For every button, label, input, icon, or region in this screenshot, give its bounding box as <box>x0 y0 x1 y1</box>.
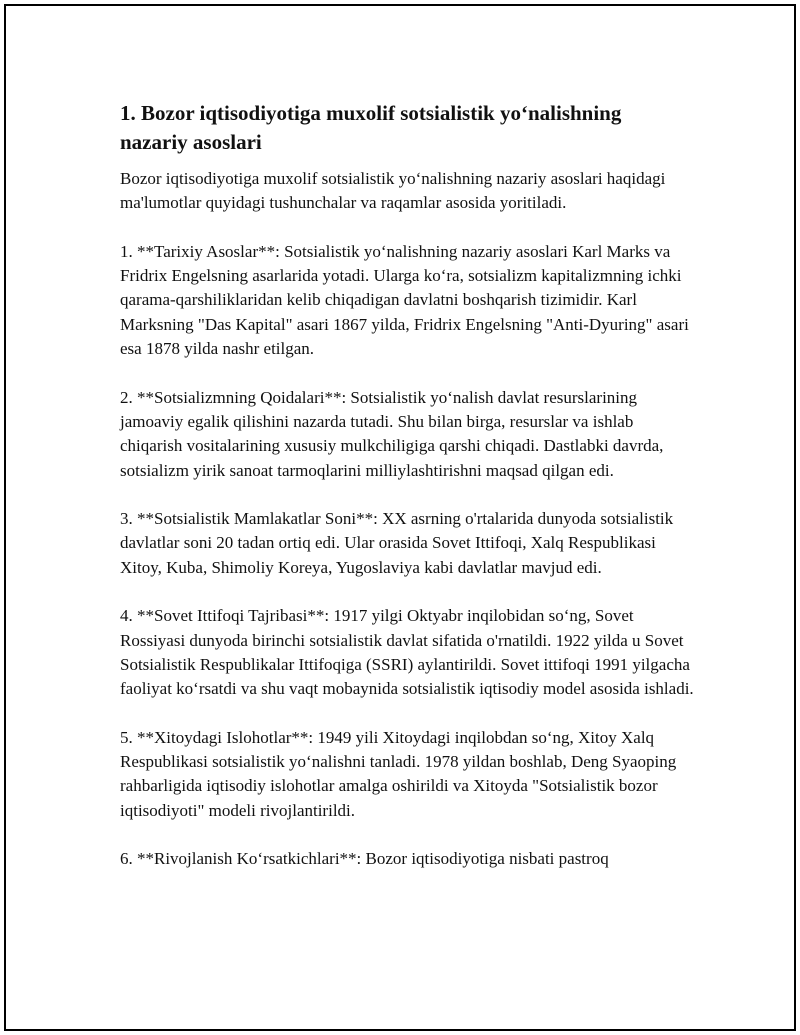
section-soviet-union-experience: 4. **Sovet Ittifoqi Tajribasi**: 1917 yilgi Oktyabr inqilobidan so‘ng, Sovet Rossiyasi dunyoda birinchi sotsialistik davlat sifatida o'rnatildi. 1922 yilda u Sovet Sotsialistik Respublikalar Ittifoqiga (SSRI) aylantirildi. Sovet ittifoqi 1991 yilgacha faoliyat ko‘rsatdi va shu vaqt mobaynida sotsialistik iqtisodiy model asosida ishladi. <box>120 606 694 699</box>
document-body <box>120 99 694 896</box>
intro-paragraph: Bozor iqtisodiyotiga muxolif sotsialistik yo‘nalishning nazariy asoslari haqidagi ma'lumotlar quyidagi tushunchalar va raqamlar asosida yoritiladi. <box>120 169 666 213</box>
section-historical-basis: 1. **Tarixiy Asoslar**: Sotsialistik yo‘nalishning nazariy asoslari Karl Marks va Fridrix Engelsning asarlarida yotadi. Ularga ko‘ra, sotsializm kapitalizmning ichki qarama-qarshiliklaridan kelib chiqadigan davlatni boshqarish tizimidir. Karl Marksning "Das Kapital" asari 1867 yilda, Fridrix Engelsning "Anti-Dyuring" asari esa 1878 yilda nashr etilgan. <box>120 241 689 359</box>
section-china-reforms: 5. **Xitoydagi Islohotlar**: 1949 yili Xitoydagi inqilobdan so‘ng, Xitoy Xalq Respublikasi sotsialistik yo‘nalishni tanladi. 1978 yildan boshlab, Deng Syaoping rahbarligida iqtisodiy islohotlar amalga oshirildi va Xitoyda "Sotsialistik bozor iqtisodiyoti" modeli rivojlantirildi. <box>120 727 677 820</box>
page-frame <box>4 4 796 1031</box>
document-title: 1. Bozor iqtisodiyotiga muxolif sotsialistik yo‘nalishning nazariy asoslari <box>120 101 622 154</box>
section-development-indicators: 6. **Rivojlanish Ko‘rsatkichlari**: Bozor iqtisodiyotiga nisbati pastroq <box>120 849 609 869</box>
section-socialism-principles: 2. **Sotsializmning Qoidalari**: Sotsialistik yo‘nalish davlat resurslarining jamoaviy egalik qilishini nazarda tutadi. Shu bilan birga, resurslar va ishlab chiqarish vositalarining xususiy mulkchiligiga qarshi chiqadi. Dastlabki davrda, sotsializm yirik sanoat tarmoqlarini milliylashtirishni maqsad qilgan edi. <box>120 387 664 480</box>
section-socialist-countries-count: 3. **Sotsialistik Mamlakatlar Soni**: XX asrning o'rtalarida dunyoda sotsialistik davlatlar soni 20 tadan ortiq edi. Ular orasida Sovet Ittifoqi, Xalq Respublikasi Xitoy, Kuba, Shimoliy Koreya, Yugoslaviya kabi davlatlar mavjud edi. <box>120 509 674 577</box>
